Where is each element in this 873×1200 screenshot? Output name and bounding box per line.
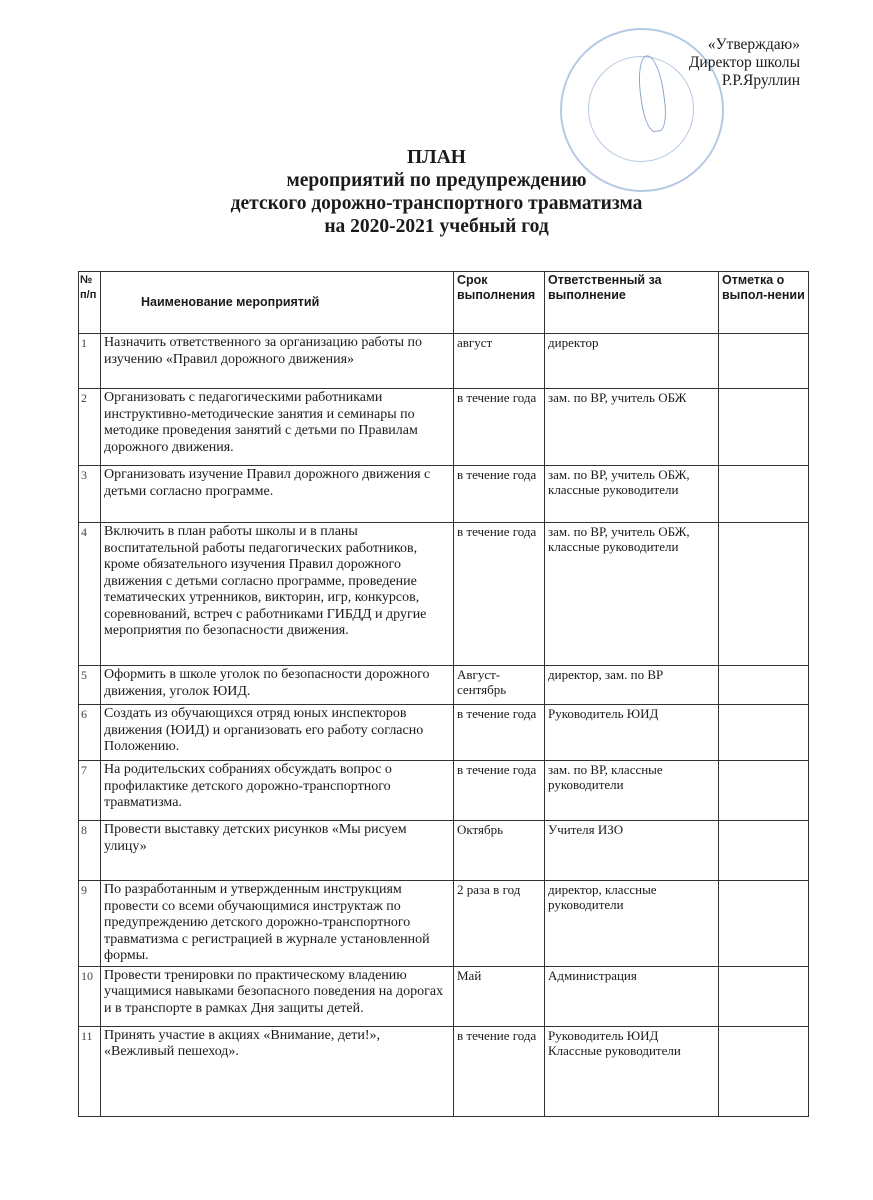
event-term: Май	[454, 966, 545, 1026]
event-name: Принять участие в акциях «Внимание, дети!», «Вежливый пешеход».	[101, 1026, 454, 1116]
title-line-2: мероприятий по предупреждению	[286, 170, 587, 191]
event-term: Август-сентябрь	[454, 666, 545, 705]
table-row	[79, 821, 809, 881]
header-resp: Ответственный за выполнение	[545, 272, 719, 334]
event-responsible: директор, зам. по ВР	[545, 666, 719, 705]
table-row	[79, 666, 809, 705]
table-row	[79, 705, 809, 761]
table-row	[79, 389, 809, 466]
table-row	[79, 523, 809, 666]
event-completion-mark	[719, 761, 809, 821]
event-responsible: Руководитель ЮИД	[545, 705, 719, 761]
table-row	[79, 1026, 809, 1116]
row-number: 5	[79, 666, 101, 705]
approval-name: Р.Р.Яруллин	[721, 72, 800, 89]
table-row	[79, 761, 809, 821]
event-term: август	[454, 334, 545, 389]
event-completion-mark	[719, 666, 809, 705]
title-line-4: на 2020-2021 учебный год	[324, 216, 549, 237]
event-name: Включить в план работы школы и в планы воспитательной работы педагогических работников, кроме обязательного изучения Правил дорожного движения с детьми согласно программе, проведение тематических утренников, викторин, игр, конкурсов, соревнований, встреч с работниками ГИБДД и другие мероприятия по безопасности движения.	[101, 523, 454, 666]
event-completion-mark	[719, 523, 809, 666]
event-term: Октябрь	[454, 821, 545, 881]
event-term: в течение года	[454, 761, 545, 821]
title-line-3: детского дорожно-транспортного травматизма	[230, 193, 643, 214]
header-mark: Отметка о выпол-нении	[719, 272, 809, 334]
event-name: Оформить в школе уголок по безопасности дорожного движения, уголок ЮИД.	[101, 666, 454, 705]
event-completion-mark	[719, 389, 809, 466]
event-responsible: директор, классные руководители	[545, 881, 719, 967]
table-row	[79, 466, 809, 523]
row-number: 7	[79, 761, 101, 821]
row-number: 9	[79, 881, 101, 967]
row-number: 4	[79, 523, 101, 666]
event-responsible: директор	[545, 334, 719, 389]
event-name: Назначить ответственного за организацию работы по изучению «Правил дорожного движения»	[101, 334, 454, 389]
table-row	[79, 334, 809, 389]
event-term: в течение года	[454, 1026, 545, 1116]
event-completion-mark	[719, 1026, 809, 1116]
table-header-row	[79, 272, 809, 334]
event-name: Организовать с педагогическими работниками инструктивно-методические занятия и семинары по методике проведения занятий с детьми по Правилам дорожного движения.	[101, 389, 454, 466]
event-completion-mark	[719, 881, 809, 967]
title-line-1: ПЛАН	[407, 147, 466, 168]
event-responsible: Руководитель ЮИД Классные руководители	[545, 1026, 719, 1116]
approval-label: «Утверждаю»	[707, 36, 800, 53]
event-completion-mark	[719, 334, 809, 389]
event-term: 2 раза в год	[454, 881, 545, 967]
row-number: 1	[79, 334, 101, 389]
event-responsible: зам. по ВР, учитель ОБЖ, классные руководители	[545, 523, 719, 666]
event-term: в течение года	[454, 523, 545, 666]
event-name: Провести выставку детских рисунков «Мы рисуем улицу»	[101, 821, 454, 881]
event-name: Провести тренировки по практическому владению учащимися навыками безопасного поведения на дорогах и в транспорте в рамках Дня защиты детей.	[101, 966, 454, 1026]
event-completion-mark	[719, 705, 809, 761]
event-responsible: зам. по ВР, учитель ОБЖ, классные руководители	[545, 466, 719, 523]
event-term: в течение года	[454, 466, 545, 523]
event-name: Создать из обучающихся отряд юных инспекторов движения (ЮИД) и организовать его работу согласно Положению.	[101, 705, 454, 761]
table-row	[79, 966, 809, 1026]
event-responsible: Учителя ИЗО	[545, 821, 719, 881]
event-responsible: зам. по ВР, классные руководители	[545, 761, 719, 821]
event-responsible: зам. по ВР, учитель ОБЖ	[545, 389, 719, 466]
event-name: По разработанным и утвержденным инструкциям провести со всеми обучающимися инструктаж по предупреждению детского дорожно-транспортного травматизма с регистрацией в журнале установленной формы.	[101, 881, 454, 967]
header-name: Наименование мероприятий	[101, 272, 454, 334]
approval-block	[689, 36, 800, 90]
table-row	[79, 881, 809, 967]
header-num: № п/п	[79, 272, 101, 334]
approval-position: Директор школы	[688, 54, 800, 71]
header-term: Срок выполнения	[454, 272, 545, 334]
plan-table	[78, 271, 809, 1117]
row-number: 2	[79, 389, 101, 466]
event-name: На родительских собраниях обсуждать вопрос о профилактике детского дорожно-транспортного травматизма.	[101, 761, 454, 821]
event-completion-mark	[719, 821, 809, 881]
event-responsible: Администрация	[545, 966, 719, 1026]
event-completion-mark	[719, 966, 809, 1026]
row-number: 3	[79, 466, 101, 523]
row-number: 6	[79, 705, 101, 761]
row-number: 11	[79, 1026, 101, 1116]
row-number: 8	[79, 821, 101, 881]
document-title	[0, 146, 873, 238]
event-name: Организовать изучение Правил дорожного движения с детьми согласно программе.	[101, 466, 454, 523]
event-term: в течение года	[454, 389, 545, 466]
row-number: 10	[79, 966, 101, 1026]
event-completion-mark	[719, 466, 809, 523]
event-term: в течение года	[454, 705, 545, 761]
